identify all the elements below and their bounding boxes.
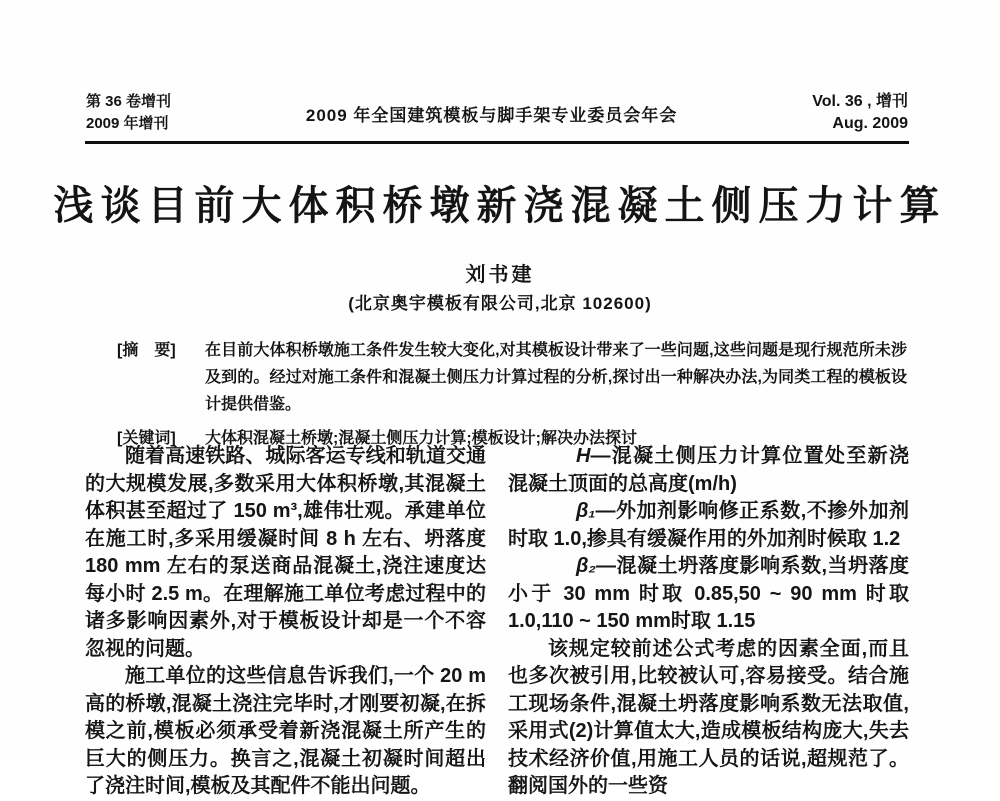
symbol-H: H [576, 445, 591, 467]
paragraph: 随着高速铁路、城际客运专线和轨道交通的大规模发展,多数采用大体积桥墩,其混凝土体积甚至超过了 150 m³,雄伟壮观。承建单位在施工时,多采用缓凝时间 8 h 左右、坍落度 180 mm 左右的泵送商品混凝土,浇注速度达每小时 2.5 m。在理解施工单位考虑过程中的诸多影响因素外,对于模板设计却是一个不容忽视的问题。 [85, 445, 486, 660]
article-title: 浅谈目前大体积桥墩新浇混凝土侧压力计算 [53, 183, 947, 228]
left-column [85, 443, 486, 801]
symbol-beta1: β₁ [576, 500, 596, 522]
paragraph: 该规定较前述公式考虑的因素全面,而且也多次被引用,比较被认可,容易接受。结合施工现场条件,混凝土坍落度影响系数无法取值,采用式(2)计算值太大,造成模板结构庞大,失去技术经济价值,用施工人员的话说,超规范了。翻阅国外的一些资 [508, 637, 909, 797]
paragraph: 施工单位的这些信息告诉我们,一个 20 m 高的桥墩,混凝土浇注完毕时,才刚要初凝,在拆模之前,模板必须承受着新浇混凝土所产生的巨大的侧压力。换言之,混凝土初凝时间超出了浇注时间,模板及其配件不能出问题。 [85, 665, 486, 797]
symbol-beta2: β₂ [576, 555, 597, 577]
definition-text: —混凝土坍落度影响系数,当坍落度小于 30 mm 时取 0.85,50 ~ 90 mm 时取 1.0,110 ~ 150 mm时取 1.15 [508, 555, 909, 632]
right-column [508, 443, 909, 801]
volume-issue-block [86, 91, 171, 135]
abstract-label: [摘 要] [117, 342, 176, 359]
author-affiliation: (北京奥宇模板有限公司,北京 102600) [348, 294, 652, 313]
definition-paragraph [508, 553, 909, 636]
author-name: 刘书建 [465, 264, 535, 286]
keywords-label: [关键词] [117, 430, 176, 447]
vol-line: Vol. 36 , 增刊 [812, 93, 908, 110]
volume-line: 第 36 卷增刊 [86, 93, 172, 110]
definition-text: —外加剂影响修正系数,不掺外加剂时取 1.0,掺具有缓凝作用的外加剂时候取 1.2 [508, 500, 909, 550]
definition-paragraph [508, 498, 909, 553]
issue-date-block [812, 91, 908, 135]
header-rule [85, 141, 909, 144]
year-line: 2009 年增刊 [86, 115, 169, 132]
abstract-text: 在目前大体积桥墩施工条件发生较大变化,对其模板设计带来了一些问题,这些问题是现行规范所未涉及到的。经过对施工条件和混凝土侧压力计算过程的分析,探讨出一种解决办法,为同类工程的模板设计提供借鉴。 [205, 342, 907, 413]
keywords-text: 大体积混凝土桥墩;混凝土侧压力计算;模板设计;解决办法探讨 [205, 430, 637, 447]
body-columns [85, 443, 909, 801]
date-line: Aug. 2009 [832, 115, 908, 132]
abstract-row [117, 337, 907, 418]
journal-header [86, 91, 908, 135]
definition-text: —混凝土侧压力计算位置处至新浇混凝土顶面的总高度(m/h) [508, 445, 909, 495]
definition-paragraph [508, 443, 909, 498]
conference-name: 2009 年全国建筑模板与脚手架专业委员会年会 [305, 105, 678, 125]
abstract-block [117, 337, 907, 452]
